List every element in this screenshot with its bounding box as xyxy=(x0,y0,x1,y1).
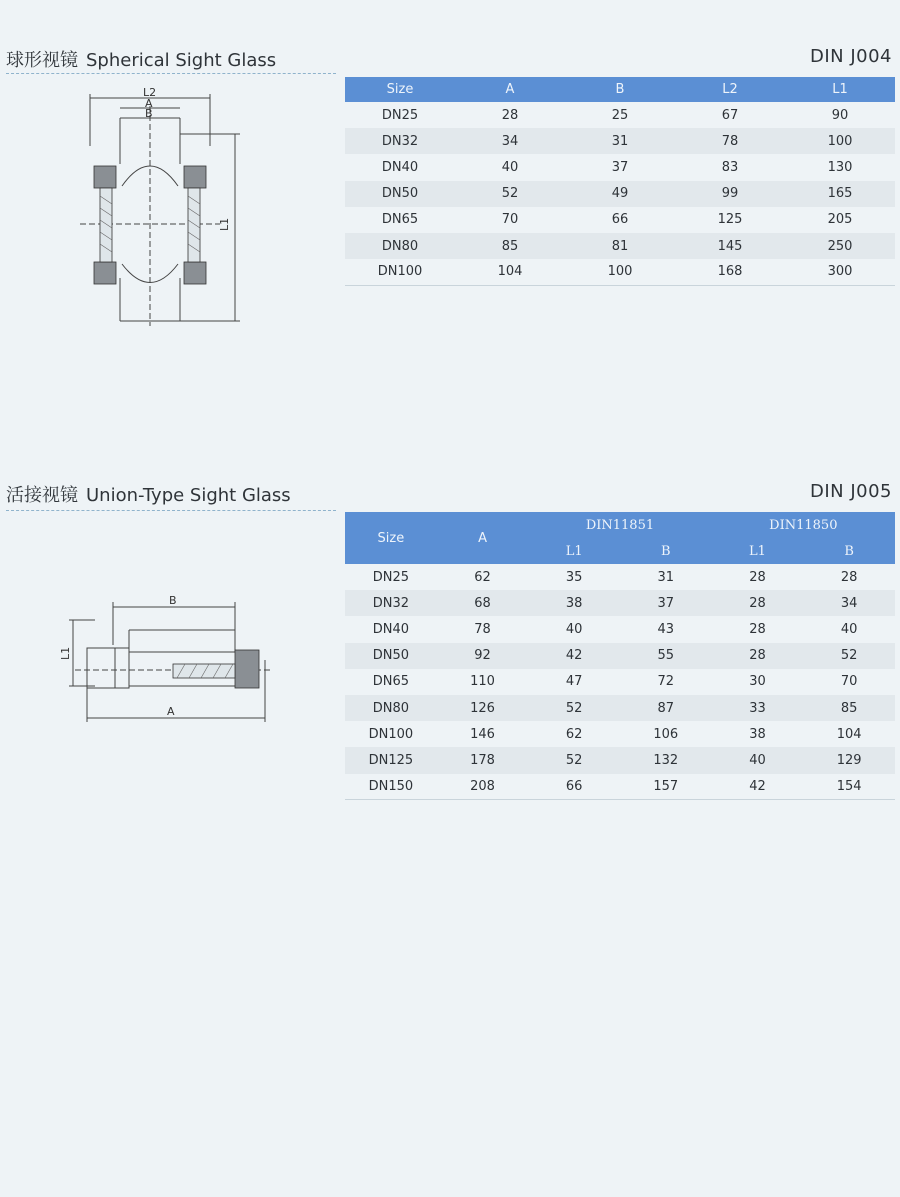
cell: DN32 xyxy=(345,590,437,616)
col-header-l1: L1 xyxy=(785,77,895,102)
cell: 81 xyxy=(565,233,675,259)
cell: 37 xyxy=(620,590,712,616)
table-row xyxy=(345,590,895,616)
cell: 68 xyxy=(437,590,529,616)
section1-rule xyxy=(6,73,336,74)
cell: DN25 xyxy=(345,564,437,590)
cell: 67 xyxy=(675,102,785,128)
cell: 165 xyxy=(785,181,895,207)
section1-title-en: Spherical Sight Glass xyxy=(86,50,277,71)
cell: 40 xyxy=(712,747,804,773)
cell: 132 xyxy=(620,747,712,773)
cell: DN40 xyxy=(345,154,455,180)
cell: 42 xyxy=(528,643,620,669)
section2-rule xyxy=(6,510,336,511)
cell: 62 xyxy=(528,721,620,747)
cell: 31 xyxy=(565,128,675,154)
cell: 154 xyxy=(803,774,895,800)
table-row xyxy=(345,233,895,259)
cell: DN125 xyxy=(345,747,437,773)
cell: 70 xyxy=(803,669,895,695)
spherical-spec-table xyxy=(345,77,895,286)
cell: 78 xyxy=(675,128,785,154)
cell: 28 xyxy=(803,564,895,590)
cell: 104 xyxy=(803,721,895,747)
cell: 85 xyxy=(455,233,565,259)
table-row xyxy=(345,207,895,233)
cell: 130 xyxy=(785,154,895,180)
cell: DN80 xyxy=(345,695,437,721)
cell: 208 xyxy=(437,774,529,800)
cell: 52 xyxy=(528,695,620,721)
col-header-a: A xyxy=(437,512,529,564)
col-group-din11850: DIN11850 xyxy=(712,512,895,538)
cell: 28 xyxy=(712,564,804,590)
col-header-size: Size xyxy=(345,512,437,564)
cell: 28 xyxy=(712,616,804,642)
cell: DN32 xyxy=(345,128,455,154)
cell: 146 xyxy=(437,721,529,747)
cell: DN150 xyxy=(345,774,437,800)
cell: 35 xyxy=(528,564,620,590)
section2-title xyxy=(6,481,291,507)
table-row xyxy=(345,259,895,285)
cell: 300 xyxy=(785,259,895,285)
table-row xyxy=(345,616,895,642)
cell: DN100 xyxy=(345,259,455,285)
cell: 28 xyxy=(712,590,804,616)
cell: 62 xyxy=(437,564,529,590)
table-row xyxy=(345,643,895,669)
col-header-a: A xyxy=(455,77,565,102)
cell: 126 xyxy=(437,695,529,721)
section1-title-cn: 球形视镜 xyxy=(6,50,78,71)
table-row xyxy=(345,564,895,590)
cell: 106 xyxy=(620,721,712,747)
col-header-g1-b: B xyxy=(620,538,712,564)
cell: 30 xyxy=(712,669,804,695)
table-row xyxy=(345,774,895,800)
section1-title xyxy=(6,46,276,72)
col-header-b: B xyxy=(565,77,675,102)
cell: 100 xyxy=(785,128,895,154)
cell: DN65 xyxy=(345,669,437,695)
dim-label-l1: L1 xyxy=(59,646,72,660)
table-row xyxy=(345,669,895,695)
cell: 92 xyxy=(437,643,529,669)
table-row xyxy=(345,721,895,747)
cell: 28 xyxy=(455,102,565,128)
col-header-l2: L2 xyxy=(675,77,785,102)
dim-label-a: A xyxy=(145,97,153,110)
cell: 33 xyxy=(712,695,804,721)
cell: DN65 xyxy=(345,207,455,233)
dim-label-l2: L2 xyxy=(143,86,157,99)
cell: DN25 xyxy=(345,102,455,128)
section2-title-en: Union-Type Sight Glass xyxy=(86,485,291,506)
cell: 40 xyxy=(455,154,565,180)
cell: 87 xyxy=(620,695,712,721)
table-row xyxy=(345,128,895,154)
table-row xyxy=(345,695,895,721)
cell: 100 xyxy=(565,259,675,285)
cell: 52 xyxy=(528,747,620,773)
cell: 52 xyxy=(803,643,895,669)
union-sight-glass-drawing xyxy=(55,590,275,725)
table-header-row xyxy=(345,512,895,538)
cell: DN80 xyxy=(345,233,455,259)
union-spec-table xyxy=(345,512,895,800)
cell: 38 xyxy=(528,590,620,616)
section2-title-cn: 活接视镜 xyxy=(6,485,78,506)
col-header-g1-l1: L1 xyxy=(528,538,620,564)
cell: DN50 xyxy=(345,181,455,207)
cell: 31 xyxy=(620,564,712,590)
section1-code: DIN J004 xyxy=(809,46,892,67)
spherical-sight-glass-drawing xyxy=(70,86,250,331)
cell: 43 xyxy=(620,616,712,642)
cell: 110 xyxy=(437,669,529,695)
table-row xyxy=(345,181,895,207)
cell: 37 xyxy=(565,154,675,180)
section2-code: DIN J005 xyxy=(809,481,892,502)
cell: 83 xyxy=(675,154,785,180)
cell: 55 xyxy=(620,643,712,669)
cell: 66 xyxy=(528,774,620,800)
dim-label-a: A xyxy=(167,705,175,718)
cell: 90 xyxy=(785,102,895,128)
cell: 49 xyxy=(565,181,675,207)
cell: 78 xyxy=(437,616,529,642)
table-header-row xyxy=(345,77,895,102)
cell: DN40 xyxy=(345,616,437,642)
cell: DN100 xyxy=(345,721,437,747)
cell: 40 xyxy=(528,616,620,642)
col-group-din11851: DIN11851 xyxy=(528,512,711,538)
dim-label-b: B xyxy=(169,594,177,607)
cell: DN50 xyxy=(345,643,437,669)
col-header-g2-b: B xyxy=(803,538,895,564)
col-header-size: Size xyxy=(345,77,455,102)
cell: 250 xyxy=(785,233,895,259)
cell: 25 xyxy=(565,102,675,128)
dim-label-l1: L1 xyxy=(218,217,231,231)
cell: 72 xyxy=(620,669,712,695)
cell: 38 xyxy=(712,721,804,747)
cell: 34 xyxy=(803,590,895,616)
table-row xyxy=(345,747,895,773)
cell: 168 xyxy=(675,259,785,285)
cell: 42 xyxy=(712,774,804,800)
cell: 178 xyxy=(437,747,529,773)
col-header-g2-l1: L1 xyxy=(712,538,804,564)
cell: 99 xyxy=(675,181,785,207)
cell: 205 xyxy=(785,207,895,233)
cell: 129 xyxy=(803,747,895,773)
cell: 104 xyxy=(455,259,565,285)
cell: 52 xyxy=(455,181,565,207)
cell: 40 xyxy=(803,616,895,642)
cell: 85 xyxy=(803,695,895,721)
dim-label-b: B xyxy=(145,107,153,120)
cell: 145 xyxy=(675,233,785,259)
cell: 28 xyxy=(712,643,804,669)
cell: 34 xyxy=(455,128,565,154)
cell: 66 xyxy=(565,207,675,233)
table-row xyxy=(345,102,895,128)
table-row xyxy=(345,154,895,180)
cell: 70 xyxy=(455,207,565,233)
cell: 125 xyxy=(675,207,785,233)
cell: 47 xyxy=(528,669,620,695)
cell: 157 xyxy=(620,774,712,800)
